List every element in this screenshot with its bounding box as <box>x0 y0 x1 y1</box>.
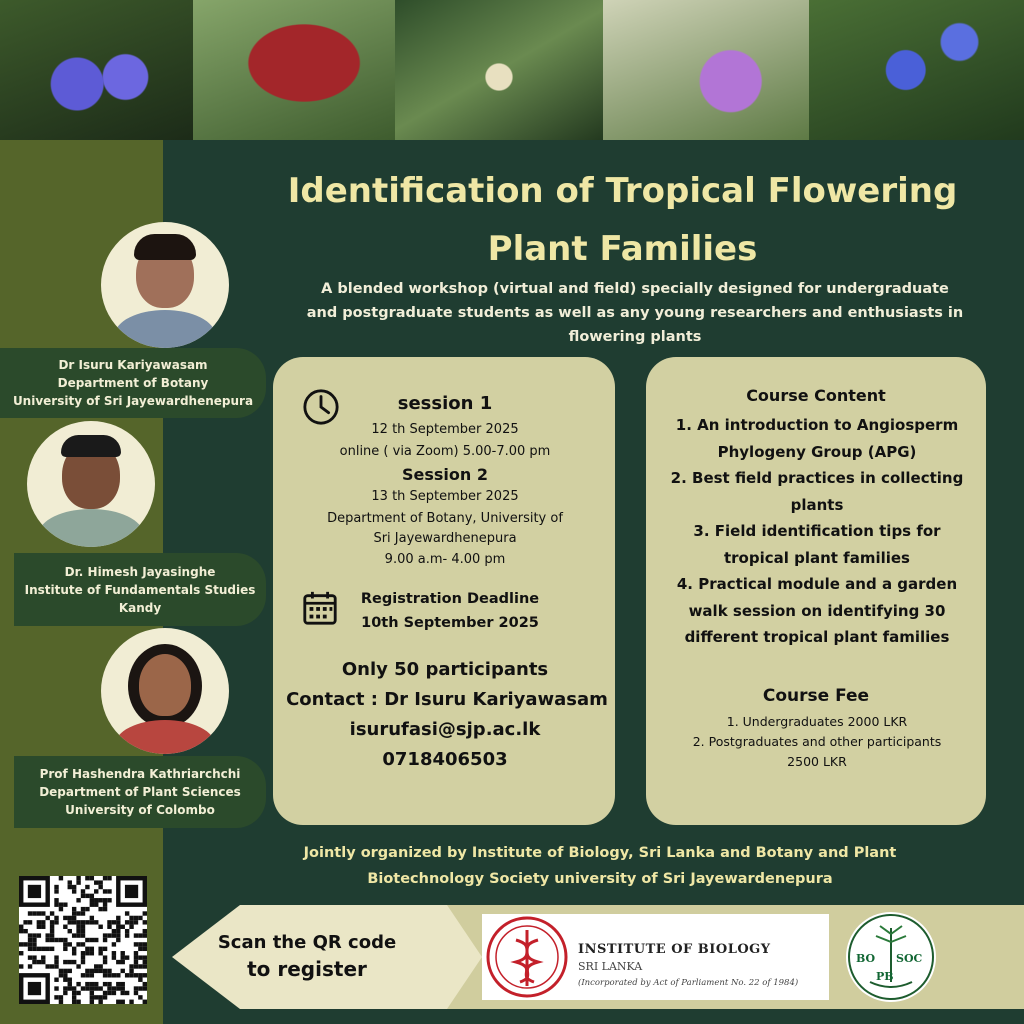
scan-qr-line: to register <box>247 957 367 981</box>
fee-item: 1. Undergraduates 2000 LKR <box>726 714 908 729</box>
session-2-venue: Department of Botany, University of <box>327 511 563 526</box>
session-2-title: Session 2 <box>402 465 488 484</box>
deadline-title: Registration Deadline <box>360 591 540 607</box>
speaker-photo-2 <box>27 421 155 547</box>
course-item: 2. Best field practices in collecting <box>670 469 964 487</box>
contact-email[interactable]: isurufasi@sjp.ac.lk <box>349 719 541 740</box>
subtitle-line: flowering plants <box>568 329 702 345</box>
session-1-date: 12 th September 2025 <box>371 422 519 437</box>
course-item: 1. An introduction to Angiosperm <box>675 416 959 434</box>
flower-photo-blue <box>0 0 193 140</box>
speaker-affiliation: Institute of Fundamentals Studies <box>24 582 256 597</box>
flower-photo-purple <box>603 0 809 140</box>
participants-limit: Only 50 participants <box>341 659 549 680</box>
fee-item: 2500 LKR <box>787 754 847 769</box>
subtitle-line: and postgraduate students as well as any young researchers and enthusiasts in <box>306 305 964 321</box>
session-2-venue: Sri Jayewardhenepura <box>373 531 517 546</box>
speaker-name: Prof Hashendra Kathriarchchi <box>39 767 241 781</box>
session-1-title: session 1 <box>397 393 493 414</box>
bopbsoc-soc: SOC <box>896 952 923 965</box>
speaker-label-1 <box>0 348 266 418</box>
course-item: walk session on identifying 30 <box>688 601 946 620</box>
scan-qr-label <box>202 930 412 982</box>
course-item: Phylogeny Group (APG) <box>717 442 917 461</box>
speaker-affiliation: Department of Plant Sciences <box>39 785 241 799</box>
speaker-affiliation: Department of Botany <box>57 376 209 390</box>
course-fee-list <box>652 712 982 772</box>
flower-photo-blue-cluster <box>809 0 1024 140</box>
session-1-time: online ( via Zoom) 5.00-7.00 pm <box>339 444 551 459</box>
fee-item: 2. Postgraduates and other participants <box>692 734 942 749</box>
deadline-date: 10th September 2025 <box>361 615 539 631</box>
session-2-date: 13 th September 2025 <box>371 489 519 504</box>
organizers-note <box>255 840 945 892</box>
course-fee-heading: Course Fee <box>762 686 870 706</box>
clock-icon <box>302 388 340 426</box>
organizers-line: Jointly organized by Institute of Biology, Sri Lanka and Botany and Plant <box>303 845 897 861</box>
session-2-time: 9.00 a.m- 4.00 pm <box>384 552 506 567</box>
iob-incorporation: (Incorporated by Act of Parliament No. 22 of 1984) <box>578 978 799 988</box>
title-line: Plant Families <box>487 229 758 269</box>
speaker-photo-1 <box>101 222 229 348</box>
course-content-list <box>652 412 982 651</box>
speaker-name: Dr Isuru Kariyawasam <box>58 358 208 372</box>
qr-code-pattern <box>19 876 147 1004</box>
contact-name: Contact : Dr Isuru Kariyawasam <box>286 689 608 710</box>
bopbsoc-logo <box>846 912 936 1002</box>
course-item: tropical plant families <box>723 548 910 567</box>
subtitle-line: A blended workshop (virtual and field) specially designed for undergraduate <box>321 281 949 297</box>
flower-photo-red-spike <box>193 0 395 140</box>
speaker-affiliation: University of Sri Jayewardhenepura <box>12 394 254 408</box>
speaker-photo-3 <box>101 628 229 754</box>
page-title <box>250 162 995 278</box>
speaker-affiliation: University of Colombo <box>65 803 215 817</box>
course-item: plants <box>790 495 844 514</box>
iob-country: SRI LANKA <box>578 960 643 973</box>
calendar-icon <box>301 589 339 627</box>
organizers-line: Biotechnology Society university of Sri Jayewardenepura <box>367 871 833 887</box>
title-line: Identification of Tropical Flowering <box>287 171 958 211</box>
registration-qr-code[interactable] <box>19 876 147 1004</box>
course-item: 4. Practical module and a garden <box>676 575 958 593</box>
flower-photo-white-cluster <box>395 0 603 140</box>
course-content-heading: Course Content <box>746 386 886 405</box>
speaker-name: Dr. Himesh Jayasinghe <box>64 564 216 579</box>
speaker-affiliation: Kandy <box>118 600 162 615</box>
bopbsoc-pb: PB <box>876 970 894 983</box>
iob-emblem-icon <box>486 916 568 998</box>
scan-qr-line: Scan the QR code <box>217 932 397 953</box>
course-item: different tropical plant families <box>684 628 950 646</box>
speaker-label-2 <box>14 553 266 626</box>
iob-name: INSTITUTE OF BIOLOGY <box>578 942 771 957</box>
contact-phone[interactable]: 0718406503 <box>382 749 508 770</box>
speaker-label-3 <box>14 756 266 828</box>
flower-photo-strip <box>0 0 1024 140</box>
bopbsoc-bo: BO <box>856 952 876 965</box>
course-item: 3. Field identification tips for <box>693 522 941 540</box>
subtitle <box>280 277 990 349</box>
